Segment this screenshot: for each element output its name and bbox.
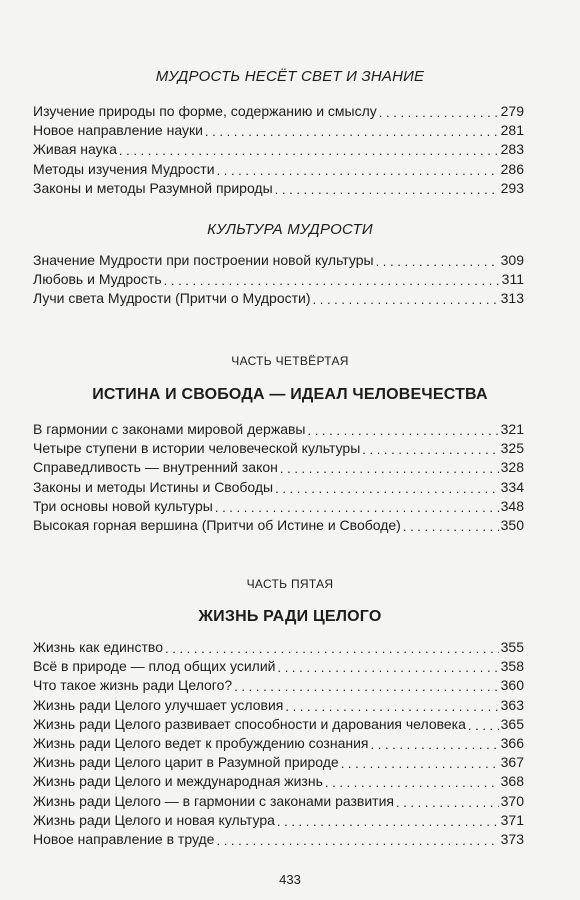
part-title-truth-freedom: ИСТИНА И СВОБОДА — ИДЕАЛ ЧЕЛОВЕЧЕСТВА	[92, 386, 488, 403]
leader-dots	[341, 755, 499, 769]
toc-entry-page: 311	[501, 271, 524, 288]
toc-entry-title: Любовь и Мудрость	[33, 271, 162, 288]
toc-entry-title: Законы и методы Разумной природы	[33, 179, 273, 196]
toc-entry	[33, 161, 524, 180]
part-title-life-whole: ЖИЗНЬ РАДИ ЦЕЛОГО	[198, 608, 382, 625]
toc-entry	[33, 290, 524, 309]
toc-entry	[33, 252, 524, 271]
toc-entry-page: 355	[500, 639, 524, 655]
leader-dots	[165, 640, 499, 654]
toc-entry-page: 358	[500, 658, 524, 675]
toc-entry-title: Четыре ступени в истории человеческой культуры	[33, 440, 361, 457]
toc-entry-title: Лучи света Мудрости (Притчи о Мудрости)	[33, 290, 311, 307]
toc-entry-page: 286	[500, 160, 524, 177]
toc-entry-page: 366	[500, 734, 524, 751]
toc-entry-page: 325	[500, 440, 524, 457]
toc-entry-page: 368	[500, 773, 524, 790]
leader-dots	[217, 162, 499, 176]
leader-dots	[313, 291, 499, 305]
toc-entry-title: Жизнь ради Целого и международная жизнь	[33, 773, 323, 790]
leader-dots	[277, 659, 498, 673]
toc-entry	[33, 479, 524, 498]
toc-entry-page: 365	[500, 715, 524, 732]
leader-dots	[307, 422, 498, 436]
toc-entry-title: Жизнь ради Целого развивает способности и дарования человека	[33, 715, 466, 732]
toc-entry-page: 360	[500, 677, 524, 694]
toc-entry-page: 348	[500, 497, 524, 514]
toc-entry-page: 321	[500, 421, 524, 437]
toc-entry-page: 350	[500, 516, 524, 533]
leader-dots	[215, 499, 499, 513]
leader-dots	[119, 142, 499, 156]
toc-entry	[33, 735, 524, 754]
toc-entry	[33, 271, 524, 290]
leader-dots	[468, 717, 499, 731]
leader-dots	[285, 698, 498, 712]
toc-entry	[33, 773, 524, 792]
toc-entry	[33, 754, 524, 773]
toc-entry-page: 313	[500, 290, 524, 307]
toc-entry-title: Живая наука	[33, 141, 117, 158]
toc-list-truth-freedom	[33, 421, 524, 536]
leader-dots	[325, 774, 499, 788]
toc-entry-page: 281	[500, 122, 524, 139]
leader-dots	[403, 518, 499, 532]
toc-entry-title: В гармонии с законами мировой державы	[33, 421, 306, 437]
toc-entry-title: Новое направление в труде	[33, 830, 215, 847]
toc-entry	[33, 141, 524, 160]
leader-dots	[234, 678, 498, 692]
leader-dots	[371, 736, 499, 750]
toc-list-culture-wisdom	[33, 252, 524, 310]
toc-entry-title: Высокая горная вершина (Притчи об Истине и Свободе)	[33, 516, 401, 533]
toc-list-wisdom-light	[33, 103, 524, 199]
toc-entry-title: Изучение природы по форме, содержанию и смыслу	[33, 103, 377, 119]
toc-entry-title: Жизнь как единство	[33, 639, 163, 655]
leader-dots	[396, 794, 499, 808]
toc-entry-page: 283	[500, 141, 524, 158]
leader-dots	[277, 813, 499, 827]
toc-entry	[33, 812, 524, 831]
toc-entry	[33, 831, 524, 850]
toc-entry-page: 367	[500, 754, 524, 771]
section-title-wisdom-light: МУДРОСТЬ НЕСЁТ СВЕТ И ЗНАНИЕ	[155, 68, 425, 85]
toc-entry-page: 328	[500, 459, 524, 476]
toc-entry	[33, 459, 524, 478]
toc-entry-title: Значение Мудрости при построении новой культуры	[33, 252, 374, 268]
toc-entry	[33, 639, 524, 658]
toc-entry-page: 334	[500, 478, 524, 495]
toc-entry-page: 309	[500, 252, 524, 268]
toc-entry-title: Жизнь ради Целого царит в Разумной природе	[33, 754, 339, 771]
leader-dots	[164, 272, 500, 286]
toc-entry-title: Три основы новой культуры	[33, 497, 213, 514]
toc-entry-title: Новое направление науки	[33, 122, 203, 139]
toc-entry-page: 370	[500, 792, 524, 809]
toc-entry	[33, 716, 524, 735]
leader-dots	[280, 460, 499, 474]
leader-dots	[362, 441, 498, 455]
leader-dots	[275, 181, 499, 195]
toc-entry	[33, 122, 524, 141]
toc-list-life-whole	[33, 639, 524, 850]
leader-dots	[205, 123, 499, 137]
toc-entry-title: Жизнь ради Целого и новая культура	[33, 811, 275, 828]
part-label-four: ЧАСТЬ ЧЕТВЁРТАЯ	[231, 354, 349, 368]
toc-entry-page: 363	[500, 696, 524, 713]
toc-entry	[33, 180, 524, 199]
toc-entry-title: Справедливость — внутренний закон	[33, 459, 278, 476]
toc-entry	[33, 103, 524, 122]
toc-entry-title: Методы изучения Мудрости	[33, 160, 215, 177]
toc-entry	[33, 697, 524, 716]
leader-dots	[376, 253, 499, 267]
toc-entry	[33, 658, 524, 677]
toc-entry	[33, 498, 524, 517]
toc-entry-title: Что такое жизнь ради Целого?	[33, 677, 233, 694]
section-title-culture-wisdom: КУЛЬТУРА МУДРОСТИ	[207, 221, 373, 238]
toc-entry-title: Законы и методы Истины и Свободы	[33, 478, 274, 495]
toc-entry	[33, 793, 524, 812]
leader-dots	[216, 832, 498, 846]
page-number: 433	[279, 872, 301, 887]
toc-entry	[33, 440, 524, 459]
toc-entry-title: Жизнь ради Целого ведет к пробуждению сознания	[33, 734, 369, 751]
leader-dots	[379, 104, 499, 118]
toc-entry-title: Жизнь ради Целого — в гармонии с законами развития	[33, 792, 394, 809]
leader-dots	[275, 480, 499, 494]
part-label-five: ЧАСТЬ ПЯТАЯ	[246, 577, 334, 591]
toc-entry	[33, 421, 524, 440]
toc-entry-page: 371	[500, 811, 524, 828]
toc-entry-page: 373	[500, 830, 524, 847]
toc-entry	[33, 677, 524, 696]
toc-entry	[33, 517, 524, 536]
toc-entry-page: 293	[500, 179, 524, 196]
toc-entry-title: Всё в природе — плод общих усилий	[33, 658, 276, 675]
toc-entry-title: Жизнь ради Целого улучшает условия	[33, 696, 284, 713]
toc-entry-page: 279	[500, 103, 524, 119]
